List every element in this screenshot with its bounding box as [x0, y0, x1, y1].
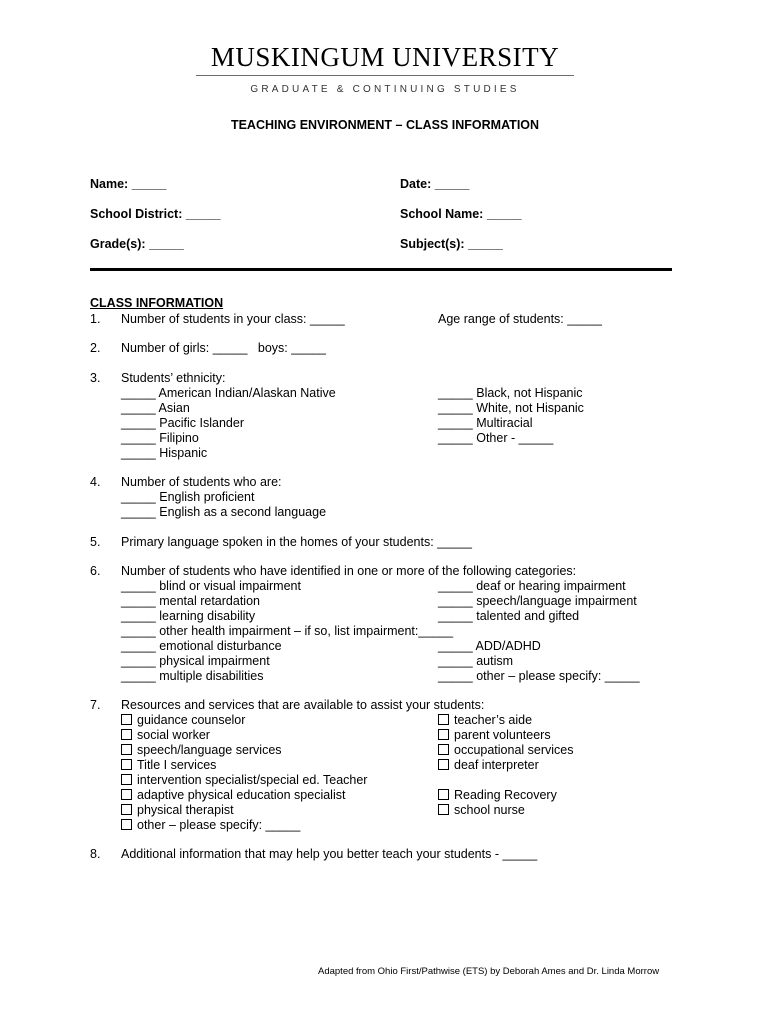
checkbox-icon[interactable]	[438, 759, 449, 770]
checkbox-icon[interactable]	[121, 819, 132, 830]
checkbox-icon[interactable]	[121, 789, 132, 800]
q3-item[interactable]: _____ Filipino	[121, 431, 199, 445]
university-subtitle: GRADUATE & CONTINUING STUDIES	[250, 84, 520, 95]
q7-option[interactable]	[438, 743, 574, 757]
subjects-field[interactable]	[400, 237, 503, 251]
footer-credit: Adapted from Ohio First/Pathwise (ETS) by Deborah Ames and Dr. Linda Morrow	[318, 966, 660, 977]
q6-text: Number of students who have identified in one or more of the following categories:	[121, 564, 577, 578]
q8-text[interactable]: Additional information that may help you better teach your students - _____	[121, 847, 538, 861]
q1-age-range[interactable]: Age range of students: _____	[438, 312, 603, 326]
q3-item[interactable]: _____ Black, not Hispanic	[438, 386, 583, 400]
q6-item[interactable]: _____ autism	[438, 654, 514, 668]
checkbox-icon[interactable]	[438, 714, 449, 725]
grades-blank: _____	[149, 237, 184, 251]
q7-option-label: adaptive physical education specialist	[137, 788, 346, 802]
school-name-blank: _____	[486, 207, 522, 221]
name-blank: _____	[131, 177, 167, 191]
q7-option-label: Reading Recovery	[454, 788, 557, 802]
document-title: TEACHING ENVIRONMENT – CLASS INFORMATION	[230, 118, 540, 132]
checkbox-icon[interactable]	[438, 789, 449, 800]
q3-text: Students’ ethnicity:	[121, 371, 226, 385]
q7-option-label: Title I services	[137, 758, 217, 772]
q4-text: Number of students who are:	[121, 475, 282, 489]
q7-option-label: other – please specify: _____	[137, 818, 301, 832]
q1-text[interactable]: Number of students in your class: _____	[121, 312, 345, 326]
q6-item[interactable]: _____ physical impairment	[121, 654, 270, 668]
name-label: Name:	[90, 177, 129, 191]
q7-option[interactable]	[438, 713, 532, 727]
q7-option[interactable]	[121, 803, 234, 817]
checkbox-icon[interactable]	[438, 804, 449, 815]
q3-item[interactable]: _____ Pacific Islander	[121, 416, 244, 430]
q6-item[interactable]: _____ mental retardation	[121, 594, 260, 608]
q7-option-label: school nurse	[454, 803, 525, 817]
q6-item[interactable]: _____ blind or visual impairment	[121, 579, 301, 593]
school-name-label: School Name:	[400, 207, 484, 221]
q2-text[interactable]: Number of girls: _____ boys: _____	[121, 341, 326, 355]
checkbox-icon[interactable]	[121, 774, 132, 785]
q7-option[interactable]	[438, 758, 539, 772]
q7-option[interactable]	[121, 743, 282, 757]
header-rule	[196, 75, 574, 76]
q5-text[interactable]: Primary language spoken in the homes of your students: _____	[121, 535, 472, 549]
q6-item[interactable]: _____ learning disability	[121, 609, 256, 623]
q7-option[interactable]	[121, 728, 210, 742]
checkbox-icon[interactable]	[121, 714, 132, 725]
q7-option[interactable]	[121, 758, 216, 772]
q7-option[interactable]	[121, 818, 300, 832]
q6-number: 6.	[90, 564, 101, 578]
q3-item[interactable]: _____ Multiracial	[438, 416, 533, 430]
subjects-blank: _____	[468, 237, 503, 251]
q4-item[interactable]: _____ English proficient	[121, 490, 255, 504]
q7-option[interactable]	[438, 788, 557, 802]
q7-text: Resources and services that are available to assist your students:	[121, 698, 485, 712]
name-field[interactable]	[90, 177, 166, 191]
q3-item[interactable]: _____ Hispanic	[121, 446, 208, 460]
q7-option[interactable]	[438, 728, 551, 742]
q6-item[interactable]: _____ ADD/ADHD	[438, 639, 541, 653]
checkbox-icon[interactable]	[121, 744, 132, 755]
q7-option-label: teacher’s aide	[454, 713, 533, 727]
q7-option-label: speech/language services	[137, 743, 282, 757]
q6-item[interactable]: _____ emotional disturbance	[121, 639, 282, 653]
university-name: MUSKINGUM UNIVERSITY	[210, 42, 560, 72]
q7-number: 7.	[90, 698, 101, 712]
q6-item[interactable]: _____ other health impairment – if so, list impairment:_____	[121, 624, 454, 638]
q7-option-label: occupational services	[454, 743, 574, 757]
q7-option-label: guidance counselor	[137, 713, 246, 727]
date-blank: _____	[434, 177, 470, 191]
q7-option-label: parent volunteers	[454, 728, 551, 742]
q6-item[interactable]: _____ talented and gifted	[438, 609, 580, 623]
school-district-blank: _____	[185, 207, 221, 221]
subjects-label: Subject(s):	[400, 237, 465, 251]
q3-item[interactable]: _____ American Indian/Alaskan Native	[121, 386, 336, 400]
q1-number: 1.	[90, 312, 101, 326]
date-label: Date:	[400, 177, 432, 191]
q7-option[interactable]	[121, 788, 345, 802]
checkbox-icon[interactable]	[438, 744, 449, 755]
checkbox-icon[interactable]	[121, 804, 132, 815]
school-district-field[interactable]	[90, 207, 221, 221]
q3-item[interactable]: _____ White, not Hispanic	[438, 401, 584, 415]
q6-item[interactable]: _____ multiple disabilities	[121, 669, 264, 683]
q7-option-label: deaf interpreter	[454, 758, 539, 772]
q4-item[interactable]: _____ English as a second language	[121, 505, 327, 519]
q7-option[interactable]	[438, 803, 525, 817]
q2-number: 2.	[90, 341, 101, 355]
q3-item[interactable]: _____ Asian	[121, 401, 190, 415]
school-district-label: School District:	[90, 207, 183, 221]
q5-number: 5.	[90, 535, 101, 549]
q7-option[interactable]	[121, 713, 245, 727]
checkbox-icon[interactable]	[438, 729, 449, 740]
q3-number: 3.	[90, 371, 101, 385]
q4-number: 4.	[90, 475, 101, 489]
section-divider	[90, 268, 672, 271]
q7-option[interactable]	[121, 773, 367, 787]
school-name-field[interactable]	[400, 207, 522, 221]
q7-option-label: physical therapist	[137, 803, 234, 817]
grades-field[interactable]	[90, 237, 184, 251]
q6-item[interactable]: _____ deaf or hearing impairment	[438, 579, 626, 593]
checkbox-icon[interactable]	[121, 729, 132, 740]
q3-item[interactable]: _____ Other - _____	[438, 431, 554, 445]
q6-item[interactable]: _____ other – please specify: _____	[438, 669, 640, 683]
q7-option-label: intervention specialist/special ed. Teacher	[137, 773, 368, 787]
date-field[interactable]	[400, 177, 470, 191]
q6-item[interactable]: _____ speech/language impairment	[438, 594, 637, 608]
grades-label: Grade(s):	[90, 237, 146, 251]
checkbox-icon[interactable]	[121, 759, 132, 770]
q7-option-label: social worker	[137, 728, 210, 742]
q8-number: 8.	[90, 847, 101, 861]
class-info-heading: CLASS INFORMATION	[90, 296, 224, 310]
